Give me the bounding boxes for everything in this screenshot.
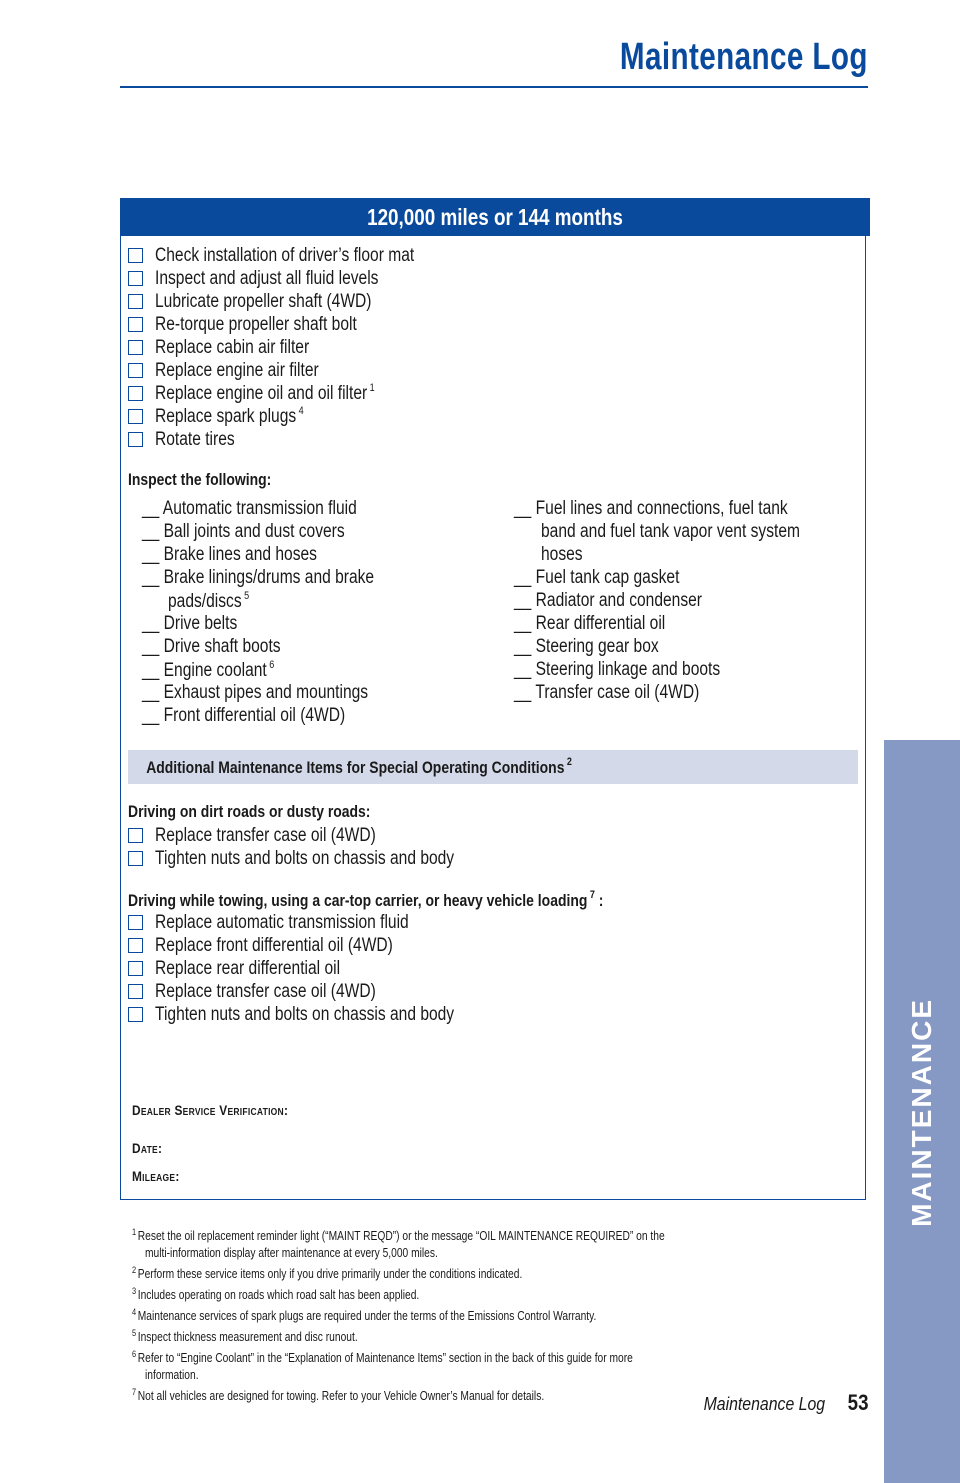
checklist-item[interactable] xyxy=(128,313,401,336)
checklist-item-label: Lubricate propeller shaft (4WD) xyxy=(155,290,372,312)
checkbox-icon[interactable] xyxy=(128,340,143,355)
additional-maintenance-heading: Additional Maintenance Items for Special Operating Conditions $^2$ xyxy=(128,750,858,784)
page-number: 53 xyxy=(847,1390,868,1415)
checklist-item[interactable] xyxy=(128,267,428,290)
checklist-item-label: Replace engine oil and oil filter xyxy=(155,383,368,404)
footnote: $^5$ Inspect thickness measurement and disc runout. xyxy=(132,1328,358,1344)
footnote: $^2$ Perform these service items only if you drive primarily under the conditions indicated. xyxy=(132,1265,523,1281)
checkbox-icon[interactable] xyxy=(128,386,143,401)
footnote: $^1$ Reset the oil replacement reminder light (“MAINT REQD”) or the message “OIL MAINTENANCE REQUIRED” on the multi-information display after maintenance at every 5,000 miles. xyxy=(132,1227,665,1260)
checklist-item[interactable] xyxy=(128,980,424,1003)
checklist-item[interactable] xyxy=(128,428,252,451)
checklist-item-label: Replace rear differential oil xyxy=(155,957,341,979)
checkbox-icon[interactable] xyxy=(128,248,143,263)
checklist-item-label: Re-torque propeller shaft bolt xyxy=(155,313,357,335)
footnote-number: 1 xyxy=(132,1227,137,1237)
footnote-ref: 1 xyxy=(369,382,375,394)
inspect-item: __ Radiator and condenser xyxy=(514,590,702,611)
checkbox-icon[interactable] xyxy=(128,984,143,999)
checkbox-icon[interactable] xyxy=(128,915,143,930)
footnote: $^6$ Refer to “Engine Coolant” in the “Explanation of Maintenance Items” section in the back of this guide for more information. xyxy=(132,1349,633,1382)
inspect-item: __ Fuel lines and connections, fuel tank xyxy=(514,498,788,519)
checklist-item[interactable] xyxy=(128,847,520,870)
checklist-item-label: Replace transfer case oil (4WD) xyxy=(155,824,376,846)
footnote-ref: 5 xyxy=(244,590,250,602)
checklist-item-label: Tighten nuts and bolts on chassis and body xyxy=(155,847,455,869)
checklist-item[interactable] xyxy=(128,824,424,847)
checklist-item[interactable] xyxy=(128,911,464,934)
checkbox-icon[interactable] xyxy=(128,938,143,953)
inspect-item: __ Engine coolant $^6$ xyxy=(142,659,275,681)
footer-section-label: Maintenance Log xyxy=(703,1394,825,1414)
inspect-item: __ Automatic transmission fluid xyxy=(142,498,357,519)
checklist-item-label: Tighten nuts and bolts on chassis and body xyxy=(155,1003,455,1025)
dealer-verification-label: Dealer Service Verification: xyxy=(132,1102,289,1118)
inspect-item-continued: band and fuel tank vapor vent system xyxy=(541,521,800,542)
inspect-item: __ Drive belts xyxy=(142,613,238,634)
checklist-item-label: Replace front differential oil (4WD) xyxy=(155,934,393,956)
checkbox-icon[interactable] xyxy=(128,851,143,866)
checklist-item[interactable] xyxy=(128,382,423,405)
checkbox-icon[interactable] xyxy=(128,432,143,447)
checkbox-icon[interactable] xyxy=(128,294,143,309)
checkbox-icon[interactable] xyxy=(128,317,143,332)
checkbox-icon[interactable] xyxy=(128,363,143,378)
mileage-label: Mileage: xyxy=(132,1168,180,1184)
checkbox-icon[interactable] xyxy=(128,1007,143,1022)
checklist-item-label: Replace automatic transmission fluid xyxy=(155,911,409,933)
inspect-item-continued: pads/discs $^5$ xyxy=(168,590,250,612)
checklist-item[interactable] xyxy=(128,405,336,428)
date-label: Date: xyxy=(132,1140,163,1156)
footnote-number: 3 xyxy=(132,1286,137,1296)
page-title: Maintenance Log xyxy=(620,36,868,78)
footnote-number: 4 xyxy=(132,1307,137,1317)
footnotes xyxy=(132,1224,864,1405)
footnote-number: 7 xyxy=(132,1387,137,1397)
checklist-item[interactable] xyxy=(128,336,343,359)
checklist-item-label: Replace cabin air filter xyxy=(155,336,310,358)
checklist-item-label: Inspect and adjust all fluid levels xyxy=(155,267,379,289)
towing-label: Driving while towing, using a car-top carrier, or heavy vehicle loading $^7$ : xyxy=(128,889,604,910)
footnote-ref: 6 xyxy=(269,659,275,671)
checklist-item[interactable] xyxy=(128,934,445,957)
inspect-item-continued: hoses xyxy=(541,544,583,565)
checklist-item-label: Replace engine air filter xyxy=(155,359,319,381)
footnote: $^4$ Maintenance services of spark plugs are required under the terms of the Emissions Control Warranty. xyxy=(132,1307,597,1323)
interval-header: 120,000 miles or 144 months xyxy=(120,198,870,236)
title-rule xyxy=(120,86,868,88)
footnote: $^3$ Includes operating on roads which road salt has been applied. xyxy=(132,1286,420,1302)
checklist-item[interactable] xyxy=(128,1003,520,1026)
footnote: $^7$ Not all vehicles are designed for towing. Refer to your Vehicle Owner’s Manual for details. xyxy=(132,1387,545,1403)
inspect-item: __ Ball joints and dust covers xyxy=(142,521,345,542)
checkbox-icon[interactable] xyxy=(128,828,143,843)
inspect-item: __ Brake lines and hoses xyxy=(142,544,317,565)
checklist-item-label: Replace spark plugs xyxy=(155,406,297,427)
inspect-label: Inspect the following: xyxy=(128,470,272,489)
inspect-item: __ Fuel tank cap gasket xyxy=(514,567,680,588)
checklist-item-label: Replace transfer case oil (4WD) xyxy=(155,980,376,1002)
inspect-item: __ Transfer case oil (4WD) xyxy=(514,682,700,703)
footnote-number: 5 xyxy=(132,1328,137,1338)
checkbox-icon[interactable] xyxy=(128,409,143,424)
inspect-item: __ Rear differential oil xyxy=(514,613,666,634)
dirt-roads-label: Driving on dirt roads or dusty roads: xyxy=(128,802,371,821)
inspect-item: __ Steering gear box xyxy=(514,636,659,657)
checkbox-icon[interactable] xyxy=(128,961,143,976)
inspect-item: __ Front differential oil (4WD) xyxy=(142,705,346,726)
checklist-item[interactable] xyxy=(128,290,419,313)
checklist-item[interactable] xyxy=(128,359,355,382)
inspect-item: __ Brake linings/drums and brake xyxy=(142,567,375,588)
inspect-item: __ Exhaust pipes and mountings xyxy=(142,682,369,703)
section-side-label: MAINTENANCE xyxy=(906,997,937,1227)
footnote-number: 2 xyxy=(132,1265,137,1275)
inspect-item: __ Steering linkage and boots xyxy=(514,659,721,680)
checklist-item-label: Rotate tires xyxy=(155,428,235,450)
checklist-item[interactable] xyxy=(128,957,381,980)
checkbox-icon[interactable] xyxy=(128,271,143,286)
footnote-number: 6 xyxy=(132,1349,137,1359)
checklist-item[interactable] xyxy=(128,244,471,267)
checklist-item-label: Check installation of driver’s floor mat xyxy=(155,244,415,266)
footnote-ref: 4 xyxy=(298,405,304,417)
inspect-item: __ Drive shaft boots xyxy=(142,636,281,657)
